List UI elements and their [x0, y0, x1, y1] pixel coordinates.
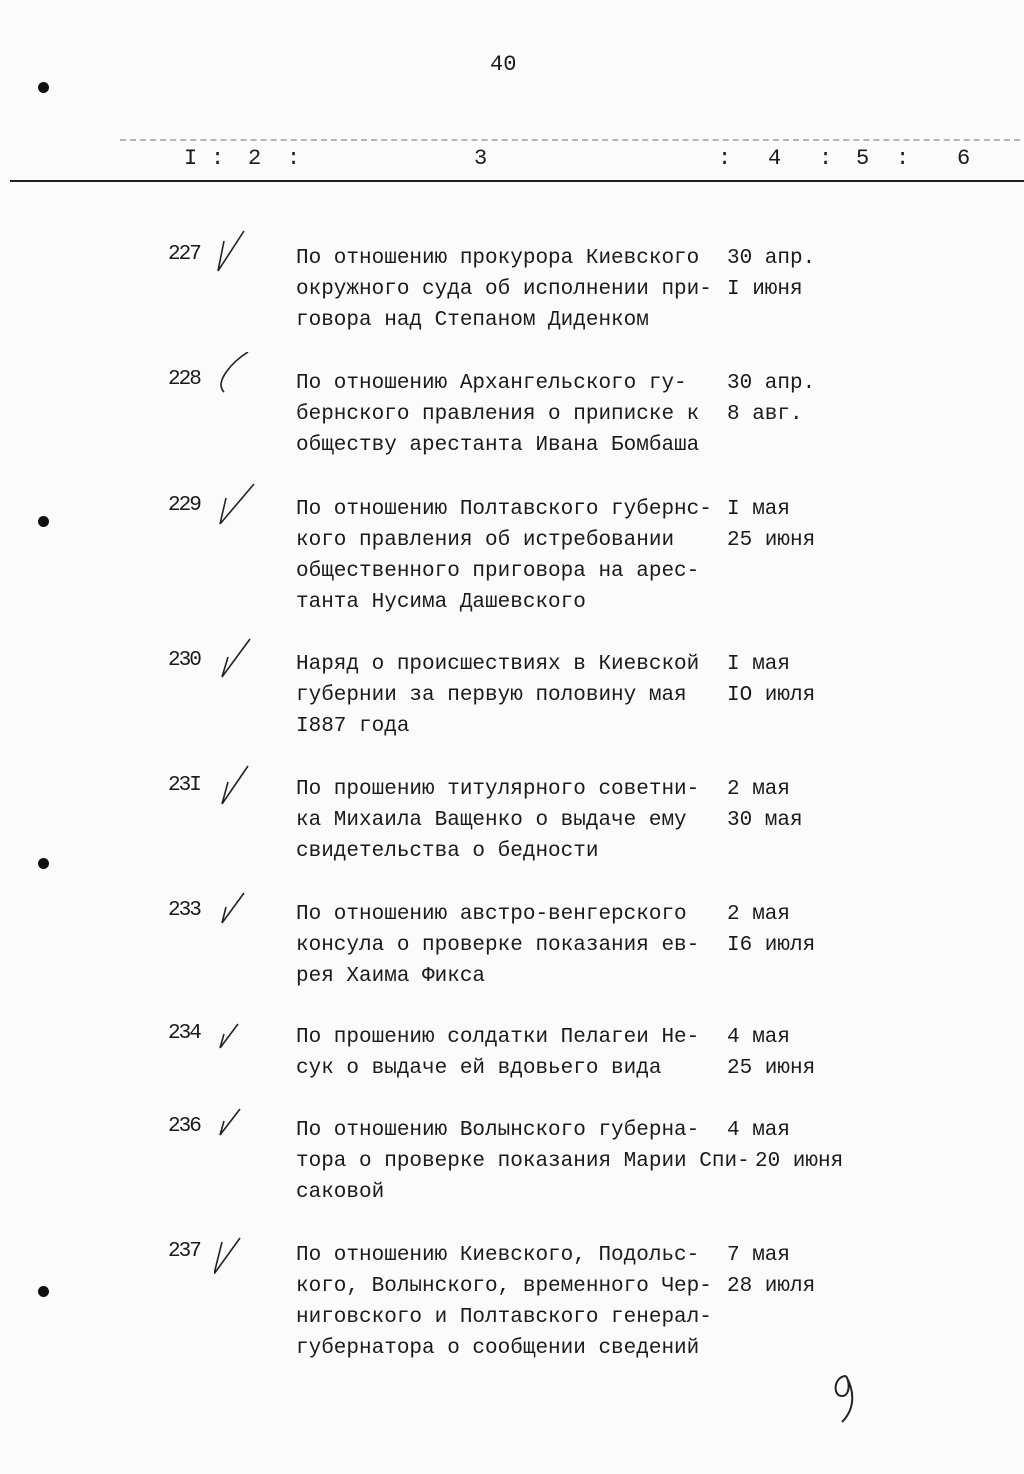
- entry-description: [296, 1115, 750, 1208]
- column-separator: :: [896, 146, 910, 171]
- end-date: 8 авг.: [727, 403, 803, 426]
- description-line: рея Хаима Фикса: [296, 965, 486, 988]
- header-rule: [10, 180, 1024, 182]
- start-date: 7 мая: [727, 1244, 791, 1267]
- column-separator: :: [287, 146, 301, 171]
- description-line: бернского правления о приписке к: [296, 403, 700, 426]
- description-line: По отношению австро-венгерского: [296, 903, 687, 926]
- entry-description: [296, 649, 699, 742]
- description-line: По прошению солдатки Пелагеи Не-: [296, 1026, 700, 1049]
- description-line: По отношению Киевского, Подольс-: [296, 1244, 700, 1267]
- entry-dates: [727, 899, 815, 961]
- start-date: I мая: [727, 498, 791, 521]
- end-date: I6 июля: [727, 934, 816, 957]
- description-line: По отношению прокурора Киевского: [296, 247, 700, 270]
- handwritten-checkmark-icon: [214, 758, 264, 808]
- column-header-3: 3: [474, 146, 488, 171]
- column-separator: :: [211, 146, 225, 171]
- column-header-6: 6: [957, 146, 971, 171]
- entry-description: [296, 899, 699, 992]
- punch-hole: [38, 1286, 49, 1297]
- column-separator: :: [819, 146, 833, 171]
- start-date: 4 мая: [727, 1026, 791, 1049]
- entry-number: 228: [168, 368, 200, 391]
- description-line: сук о выдаче ей вдовьего вида: [296, 1057, 662, 1080]
- entry-number: 227: [168, 243, 200, 266]
- description-line: говора над Степаном Диденком: [296, 309, 649, 332]
- entry-number: 234: [168, 1022, 200, 1045]
- handwritten-checkmark-icon: [214, 1099, 264, 1149]
- handwritten-checkmark-icon: [214, 1006, 264, 1056]
- entry-number: 23I: [168, 774, 200, 797]
- end-date: 25 июня: [727, 529, 816, 552]
- start-date: 30 апр.: [727, 247, 816, 270]
- handwritten-checkmark-icon: [214, 478, 264, 528]
- end-date: 28 июля: [727, 1275, 816, 1298]
- handwritten-checkmark-icon: [214, 883, 264, 933]
- entry-description: [296, 774, 699, 867]
- description-line: танта Нусима Дашевского: [296, 591, 586, 614]
- entry-dates: [727, 774, 803, 836]
- description-line: По отношению Волынского губерна-: [296, 1119, 700, 1142]
- entry-dates: [727, 1240, 815, 1302]
- handwritten-checkmark-icon: [214, 352, 264, 402]
- end-date: IO июля: [727, 684, 816, 707]
- end-date: 25 июня: [727, 1057, 816, 1080]
- description-line: По отношению Полтавского губернс-: [296, 498, 712, 521]
- punch-hole: [38, 858, 49, 869]
- entry-number: 230: [168, 649, 200, 672]
- handwritten-number-mark: [826, 1368, 866, 1428]
- description-line: губернии за первую половину мая: [296, 684, 687, 707]
- description-line: По отношению Архангельского гу-: [296, 372, 687, 395]
- end-date: 20 июня: [755, 1150, 844, 1173]
- handwritten-checkmark-icon: [214, 1224, 264, 1274]
- description-line: обществу арестанта Ивана Бомбаша: [296, 434, 700, 457]
- description-line: Наряд о происшествиях в Киевской: [296, 653, 700, 676]
- entry-dates: [727, 1022, 815, 1084]
- description-line: общественного приговора на арес-: [296, 560, 700, 583]
- end-date: I июня: [727, 278, 803, 301]
- description-line: ка Михаила Ващенко о выдаче ему: [296, 809, 687, 832]
- description-line: свидетельства о бедности: [296, 840, 599, 863]
- handwritten-checkmark-icon: [214, 227, 264, 277]
- description-line: консула о проверке показания ев-: [296, 934, 700, 957]
- column-header-I: I: [184, 146, 198, 171]
- entry-dates: [727, 368, 815, 430]
- description-line: тора о проверке показания Марии Спи-: [296, 1150, 750, 1173]
- description-line: губернатора о сообщении сведений: [296, 1337, 700, 1360]
- punch-hole: [38, 82, 49, 93]
- start-date: 4 мая: [727, 1119, 791, 1142]
- start-date: I мая: [727, 653, 791, 676]
- description-line: I887 года: [296, 715, 410, 738]
- description-line: кого правления об истребовании: [296, 529, 675, 552]
- entry-dates: [727, 649, 815, 711]
- page-number: 40: [490, 52, 517, 77]
- entry-description: [296, 368, 699, 461]
- entry-number: 236: [168, 1115, 200, 1138]
- entry-dates: [727, 494, 815, 556]
- entry-description: [296, 494, 712, 618]
- entry-description: [296, 1240, 712, 1364]
- handwritten-checkmark-icon: [214, 633, 264, 683]
- column-header-4: 4: [768, 146, 782, 171]
- description-line: По прошению титулярного советни-: [296, 778, 700, 801]
- entry-dates: [727, 1115, 843, 1177]
- description-line: кого, Волынского, временного Чер-: [296, 1275, 712, 1298]
- column-separator: :: [718, 146, 732, 171]
- description-line: саковой: [296, 1181, 385, 1204]
- column-header-5: 5: [856, 146, 870, 171]
- dotted-separator: [120, 139, 1020, 141]
- entry-dates: [727, 243, 815, 305]
- start-date: 30 апр.: [727, 372, 816, 395]
- entry-description: [296, 243, 712, 336]
- start-date: 2 мая: [727, 903, 791, 926]
- entry-number: 233: [168, 899, 200, 922]
- description-line: ниговского и Полтавского генерал-: [296, 1306, 712, 1329]
- punch-hole: [38, 516, 49, 527]
- start-date: 2 мая: [727, 778, 791, 801]
- entry-number: 229: [168, 494, 200, 517]
- entry-description: [296, 1022, 699, 1084]
- end-date: 30 мая: [727, 809, 803, 832]
- description-line: окружного суда об исполнении при-: [296, 278, 712, 301]
- entry-number: 237: [168, 1240, 200, 1263]
- column-header-2: 2: [248, 146, 262, 171]
